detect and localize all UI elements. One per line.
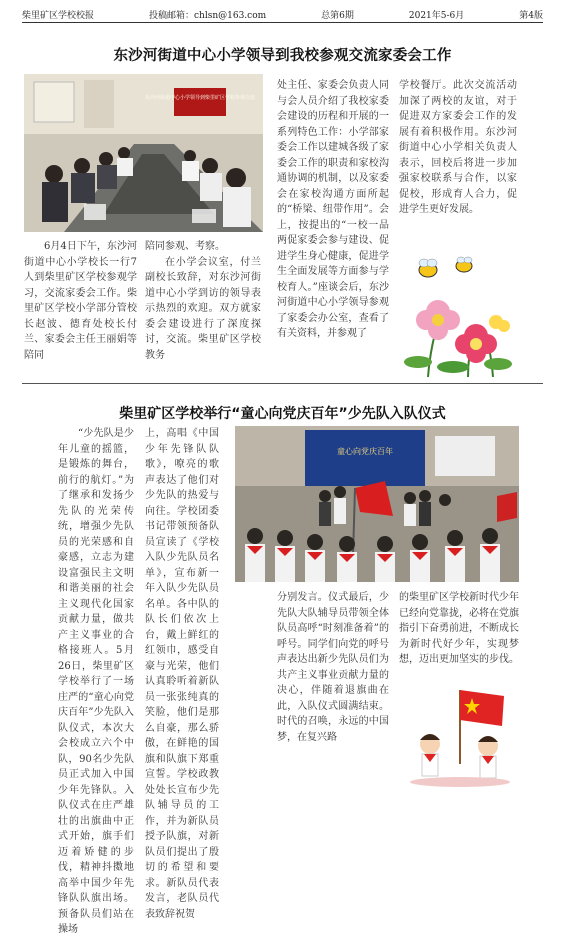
newspaper-name: 柴里矿区学校校报 bbox=[22, 10, 95, 21]
article1-paragraph: 在小学会议室，付兰副校长致辞，对东沙河街道中心小学到访的领导表示热烈的欢迎。双方就家委会建设进行了深度探讨，交流。柴里矿区学校教务 bbox=[145, 256, 261, 361]
article2-paragraph: 上，高唱《中国少年先锋队队歌》，嘹亮的歌声表达了他们对少先队的热爱与向往。学校团委书记带领预备队员宣读了《学校入队少先队员名单》，宣布新一年入队少先队员名单。各中队的队长们依次上台，戴上鲜红的红领巾，感受自豪与光荣，他们认真聆听着新队员一张张纯真的笑脸，他们是那么自豪，那么骄傲，在鲜艳的国旗和队旗下郑重宣誓。学校政教处处长宣布少先队辅导员的工作，并为新队员授予队旗，对新队员们提出了殷切的希望和要求。新队员代表发言，老队员代表致辞祝贺 bbox=[145, 428, 219, 920]
page-header bbox=[22, 6, 543, 23]
article1-paragraph: 处主任、家委会负责人同与会人员介绍了我校家委会建设的历程和开展的一系列特色工作：小学部家委会工作以建城各级了家委会工作的职责和家校沟通协调的机制，以及家委会在家校沟通方面所起的“桥梁、纽带作用”。会上，按提出的“一校一品两促家委会参与建设、促进学生身心健康，促进学生全面发展等方面参与学校育人。”座谈会后，东沙河街道中心小学领导参观了家委会办公室，查看了有关资料，并参观了 bbox=[277, 80, 389, 339]
meeting-photo bbox=[24, 74, 263, 232]
article2-paragraph: 的柴里矿区学校新时代少年已经向党靠拢，必将在党旗指引下奋勇前进，不断成长为新时代好少年，实现梦想，迈出更加坚实的步伐。 bbox=[399, 592, 519, 665]
article1-title: 东沙河街道中心小学领导到我校参观交流家委会工作 bbox=[113, 48, 452, 64]
article1-column-4 bbox=[399, 78, 517, 250]
flower-bee-illustration bbox=[398, 252, 522, 377]
photo-banner-text: 东沙河街道中心小学领导到柴里矿区学校参观交流 bbox=[144, 95, 256, 101]
issue-date: 2021年5-6月 bbox=[408, 10, 465, 21]
article1-paragraph: 学校餐厅。此次交流活动加深了两校的友谊，对于促进双方家委会工作的发展有着积极作用。东沙河街道中心小学相关负责人表示，回校后将进一步加强家校联系与合作，以家促校，形成育人合力，促进学生更好发展。 bbox=[399, 80, 517, 215]
submission-email: 投稿邮箱：chlsn@163.com bbox=[149, 10, 267, 21]
article2-column-4 bbox=[399, 590, 519, 680]
page-number: 第4版 bbox=[519, 10, 543, 21]
article-divider bbox=[22, 383, 543, 384]
article2-column-1 bbox=[58, 426, 134, 935]
article2-paragraph: 分别发言。仪式最后，少先队大队辅导员带领全体队员高呼“时刻准备着”的呼号。同学们向党的呼号声表达出新少先队员们为共产主义事业贡献力量的决心，伴随着退旗曲在此，入队仪式圆满结束。时代的召唤，永远的中国梦，在复兴路 bbox=[277, 592, 389, 743]
children-flag-illustration bbox=[400, 684, 520, 788]
bee-icon bbox=[419, 259, 437, 277]
article2-title: 柴里矿区学校举行“童心向党庆百年”少先队入队仪式 bbox=[119, 406, 446, 422]
article2-paragraph: “少先队是少年儿童的摇篮，是锻炼的舞台，前行的航灯。”为了继承和发扬少先队的光荣传统，增强少先队员的光荣感和自豪感，立志为建设富强民主文明和谐美丽的社会主义现代化国家贡献力量，做共产主义事业的合格接班人。5月26日，柴里矿区学校举行了一场庄严的“童心向党庆百年”少先队入队仪式，本次大会校成立六个中队，90名少先队员正式加入中国少年先锋队。入队仪式在庄严雄壮的出旗曲中正式开始，旗手们迈着矫健的步伐，精神抖擞地高举中国少年先锋队队旗出场。预备队员们站在操场 bbox=[58, 428, 134, 935]
ceremony-photo bbox=[235, 426, 519, 582]
article1-column-2 bbox=[145, 239, 261, 377]
article1-column-3 bbox=[277, 78, 389, 378]
article1-paragraph: 陪同参观、考察。 bbox=[145, 241, 225, 252]
article2-column-3 bbox=[277, 590, 389, 786]
bee-icon bbox=[456, 257, 472, 272]
screen-banner-text: 童心向党庆百年 bbox=[337, 447, 393, 456]
issue-number: 总第6期 bbox=[321, 10, 354, 21]
article1-column-1 bbox=[24, 239, 137, 377]
article2-column-2 bbox=[145, 426, 219, 920]
article1-paragraph: 6月4日下午，东沙河街道中心小学校长一行7人到柴里矿区学校参观学习，交流家委会工作。柴里矿区学校小学部分管校长赵波、德育处校长付兰、家委会主任王丽娟等陪同 bbox=[24, 241, 137, 361]
